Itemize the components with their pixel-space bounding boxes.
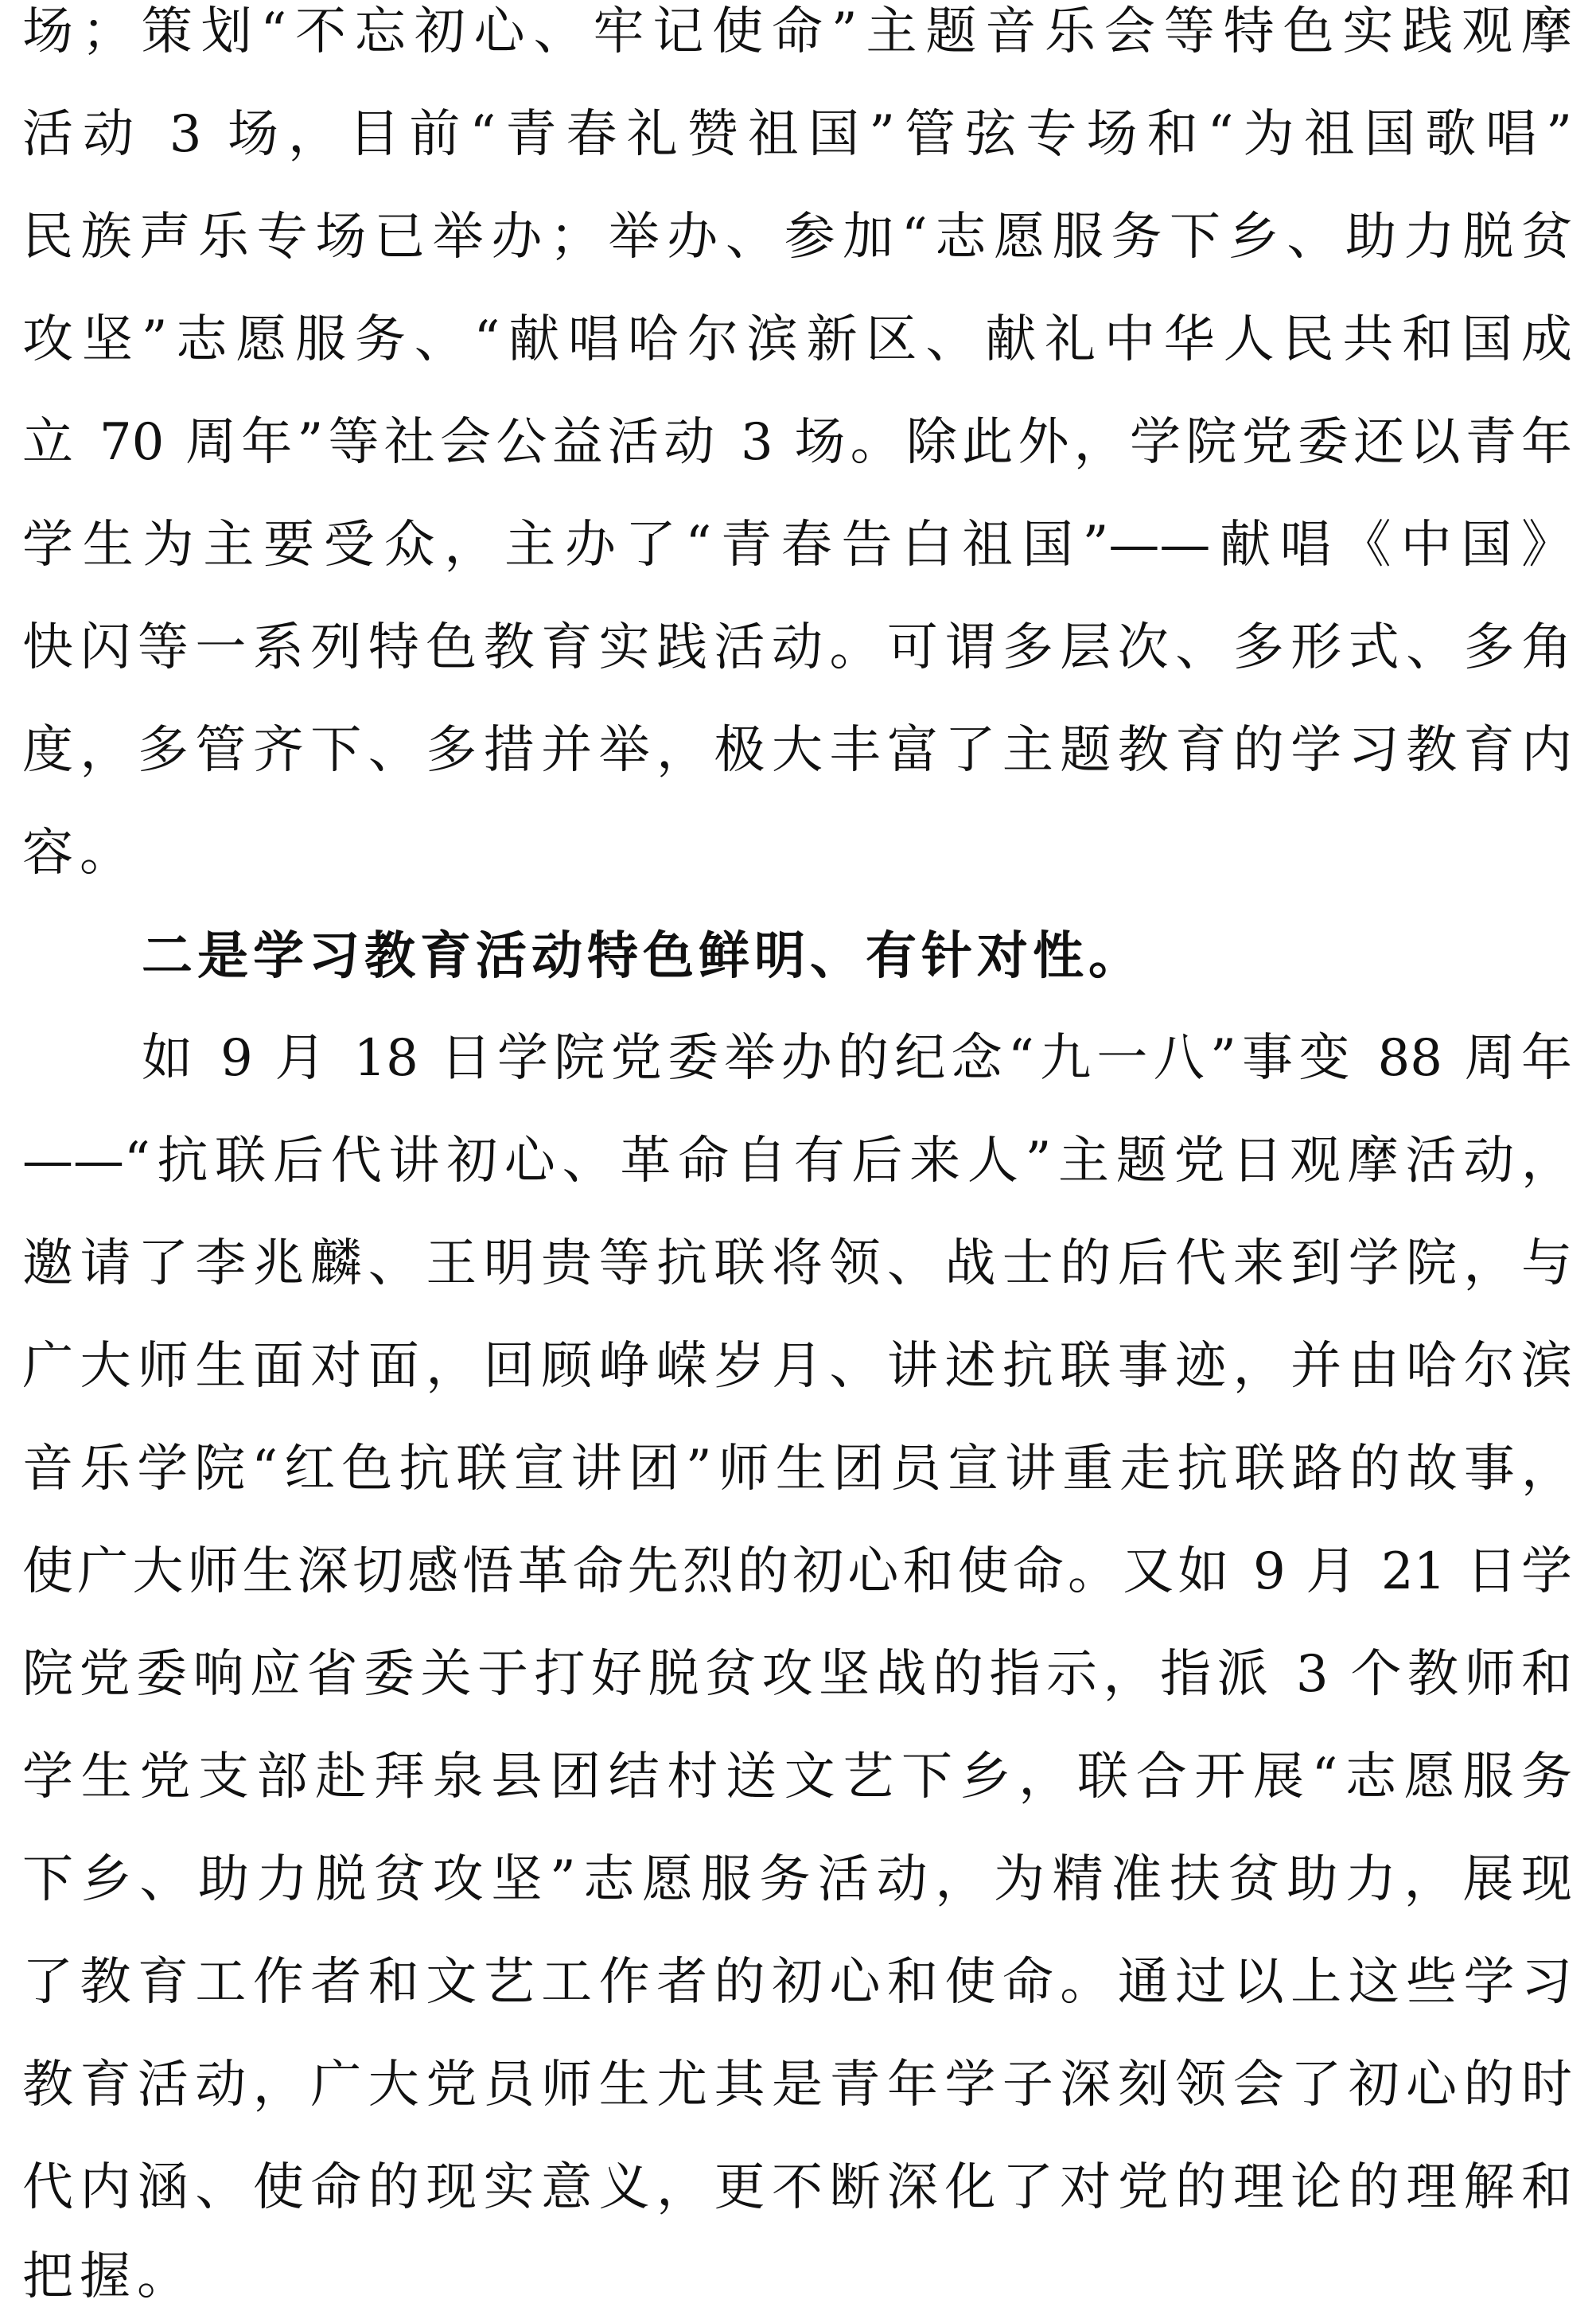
text-line: 民族声乐专场已举办；举办、参加“志愿服务下乡、助力脱贫 (22, 208, 1572, 267)
text-line: ——“抗联后代讲初心、革命自有后来人”主题党日观摩活动， (22, 1132, 1572, 1191)
text-line: 快闪等一系列特色教育实践活动。可谓多层次、多形式、多角 (22, 618, 1572, 677)
paragraph (22, 1007, 1572, 2314)
text-line: 使广大师生深切感悟革命先烈的初心和使命。又如 9 月 21 日学 (22, 1542, 1572, 1601)
text-line: 活动 3 场，目前“青春礼赞祖国”管弦专场和“为祖国歌唱” (22, 105, 1572, 164)
section-heading: 二是学习教育活动特色鲜明、有针对性。 (142, 926, 1144, 986)
text-line: 院党委响应省委关于打好脱贫攻坚战的指示，指派 3 个教师和 (22, 1645, 1572, 1704)
text-line: 学生党支部赴拜泉县团结村送文艺下乡，联合开展“志愿服务 (22, 1748, 1572, 1806)
text-line: 把握。 (22, 2247, 194, 2306)
text-line: 了教育工作者和文艺工作者的初心和使命。通过以上这些学习 (22, 1953, 1572, 2012)
text-line: 广大师生面对面，回顾峥嵘岁月、讲述抗联事迹，并由哈尔滨 (22, 1337, 1572, 1396)
text-line: 度，多管齐下、多措并举，极大丰富了主题教育的学习教育内 (22, 721, 1572, 780)
text-line: 音乐学院“红色抗联宣讲团”师生团员宣讲重走抗联路的故事， (22, 1440, 1572, 1499)
text-line: 攻坚”志愿服务、“献唱哈尔滨新区、献礼中华人民共和国成 (22, 310, 1572, 369)
text-line: 场；策划“不忘初心、牢记使命”主题音乐会等特色实践观摩 (22, 2, 1572, 61)
text-line: 邀请了李兆麟、王明贵等抗联将领、战士的后代来到学院，与 (22, 1234, 1572, 1293)
paragraph (22, 0, 1572, 905)
text-line: 学生为主要受众，主办了“青春告白祖国”——献唱《中国》 (22, 516, 1572, 575)
document-page (22, 0, 1572, 2315)
text-line: 代内涵、使命的现实意义，更不断深化了对党的理论的理解和 (22, 2158, 1572, 2217)
text-line: 如 9 月 18 日学院党委举办的纪念“九一八”事变 88 周年 (142, 1029, 1572, 1088)
text-line: 教育活动，广大党员师生尤其是青年学子深刻领会了初心的时 (22, 2056, 1572, 2114)
text-line: 容。 (22, 824, 137, 883)
text-line: 下乡、助力脱贫攻坚”志愿服务活动，为精准扶贫助力，展现 (22, 1850, 1572, 1909)
text-line: 立 70 周年”等社会公益活动 3 场。除此外，学院党委还以青年 (22, 413, 1572, 472)
